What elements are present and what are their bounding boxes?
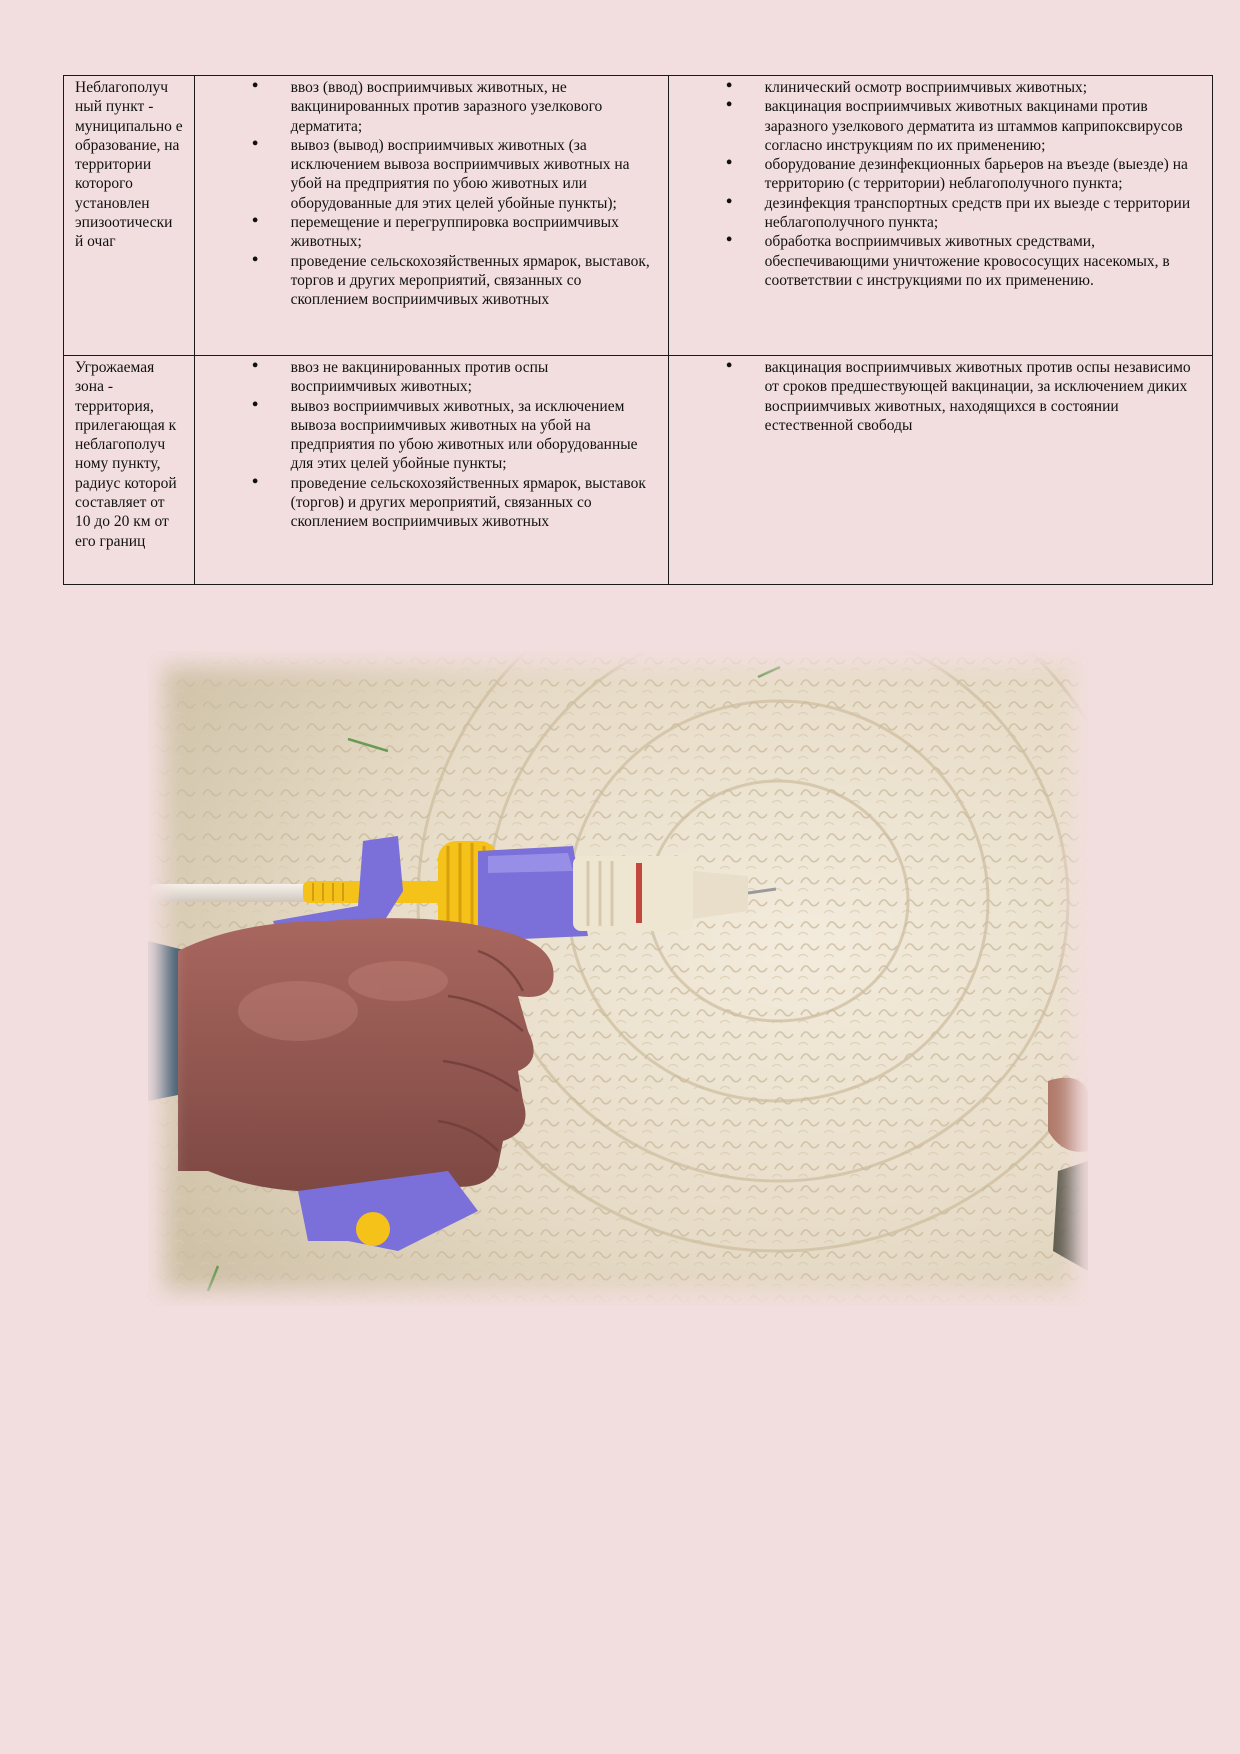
zone-cell [64, 76, 195, 356]
list-item: • вывоз восприимчивых животных, за исключением вывоза восприимчивых животных на убой на предприятия по убою животных или оборудованные для этих целей убойные пункты; [206, 397, 658, 474]
list-item: • оборудование дезинфекционных барьеров на въезде (выезде) на территорию (с территории) неблагополучного пункта; [680, 155, 1202, 194]
list-item: • обработка восприимчивых животных средствами, обеспечивающими уничтожение кровососущих насекомых, в соответствии с инструкциями по их применению. [680, 232, 1202, 290]
vaccine-vial [573, 856, 693, 931]
table-row [64, 76, 1213, 356]
measures-list [680, 358, 1202, 435]
restrictions-cell [194, 76, 668, 356]
zone-cell [64, 356, 195, 585]
list-item: • ввоз не вакцинированных против оспы восприимчивых животных; [206, 358, 658, 397]
list-item: • ввоз (ввод) восприимчивых животных, не вакцинированных против заразного узелкового дерматита; [206, 78, 658, 136]
list-item: • дезинфекция транспортных средств при их выезде с территории неблагополучного пункта; [680, 194, 1202, 233]
measures-list [680, 78, 1202, 290]
needle-hub [693, 871, 748, 919]
restrictions-table [63, 75, 1213, 585]
zone-description: Неблагополуч ный пункт - муниципально е образование, на территории которого установлен эпизоотически й очаг [75, 79, 183, 251]
restrictions-list [206, 78, 658, 310]
measures-cell [668, 356, 1212, 585]
vaccination-photo [148, 651, 1088, 1306]
list-item: • перемещение и перегруппировка восприимчивых животных; [206, 213, 658, 252]
table-row [64, 356, 1213, 585]
list-item: • вакцинация восприимчивых животных против оспы независимо от сроков предшествующей вакцинации, за исключением диких восприимчивых животных, находящихся в состоянии естественной свободы [680, 358, 1202, 435]
list-item: • проведение сельскохозяйственных ярмарок, выставок, торгов и других мероприятий, связанных со скоплением восприимчивых животных [206, 252, 658, 310]
restrictions-cell [194, 356, 668, 585]
list-item: • проведение сельскохозяйственных ярмарок, выставок (торгов) и других мероприятий, связанных со скоплением восприимчивых животных [206, 474, 658, 532]
measures-cell [668, 76, 1212, 356]
feed-tube [148, 884, 318, 902]
list-item: • клинический осмотр восприимчивых животных; [680, 78, 1202, 97]
zone-description: Угрожаемая зона - территория, прилегающая к неблагополуч ному пункту, радиус которой составляет от 10 до 20 км от его границ [75, 359, 177, 550]
list-item: • вывоз (вывод) восприимчивых животных (за исключением вывоза восприимчивых животных на убой на предприятия по убою животных или оборудованные для этих целей убойные пункты); [206, 136, 658, 213]
restrictions-list [206, 358, 658, 532]
handle-knob [356, 1212, 390, 1246]
list-item: • вакцинация восприимчивых животных вакцинами против заразного узелкового дерматита из штаммов каприпоксвирусов согласно инструкциям по их применению; [680, 97, 1202, 155]
